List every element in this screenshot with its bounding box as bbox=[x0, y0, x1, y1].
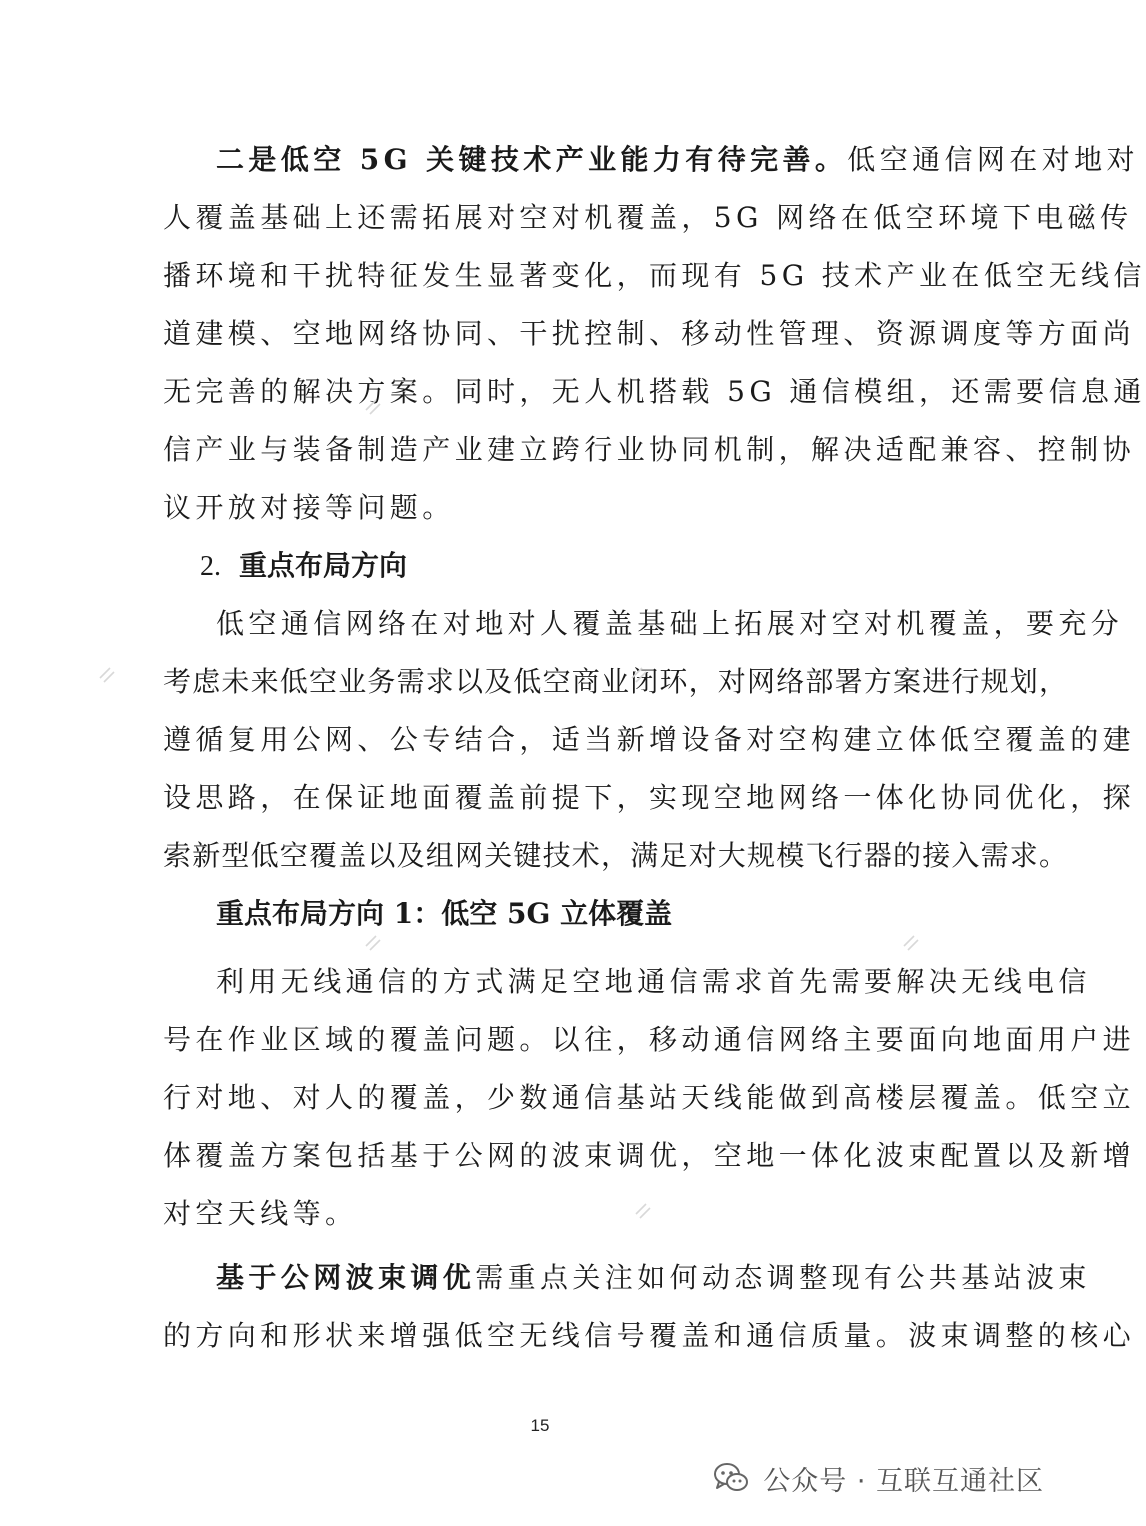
paragraph-1-line-1 bbox=[216, 140, 1139, 180]
paragraph-2-line: 低空通信网络在对地对人覆盖基础上拓展对空对机覆盖，要充分 bbox=[216, 607, 1124, 640]
paragraph-4-line-1 bbox=[216, 1258, 1091, 1298]
paragraph-3-line: 体覆盖方案包括基于公网的波束调优，空地一体化波束配置以及新增 bbox=[163, 1139, 1136, 1172]
paragraph-4-line-1-text: 需重点关注如何动态调整现有公共基站波束 bbox=[475, 1261, 1091, 1294]
sub-heading: 重点布局方向 1：低空 5G 立体覆盖 bbox=[216, 897, 673, 930]
watermark-mark bbox=[632, 1200, 652, 1220]
paragraph-2-line: 设思路，在保证地面覆盖前提下，实现空地网络一体化协同优化，探 bbox=[163, 781, 1136, 814]
paragraph-1-line: 播环境和干扰特征发生显著变化，而现有 5G 技术产业在低空无线信 bbox=[163, 259, 1146, 292]
section-number: 2. bbox=[200, 551, 221, 582]
wechat-icon bbox=[713, 1462, 749, 1494]
page-number: 15 bbox=[530, 1416, 550, 1435]
section-title: 重点布局方向 bbox=[239, 549, 408, 582]
watermark-label: 公众号 · 互联互通社区 bbox=[763, 1465, 1044, 1497]
section-heading bbox=[200, 546, 407, 586]
paragraph-1-line: 无完善的解决方案。同时，无人机搭载 5G 通信模组，还需要信息通 bbox=[163, 375, 1146, 408]
watermark-mark bbox=[362, 396, 382, 416]
paragraph-3-line: 对空天线等。 bbox=[163, 1197, 358, 1230]
paragraph-3-line: 行对地、对人的覆盖，少数通信基站天线能做到高楼层覆盖。低空立 bbox=[163, 1081, 1136, 1114]
paragraph-1-line: 议开放对接等问题。 bbox=[163, 491, 455, 524]
paragraph-1-line: 人覆盖基础上还需拓展对空对机覆盖，5G 网络在低空环境下电磁传 bbox=[163, 201, 1133, 234]
paragraph-2-line: 遵循复用公网、公专结合，适当新增设备对空构建立体低空覆盖的建 bbox=[163, 723, 1136, 756]
watermark-mark bbox=[628, 664, 648, 684]
paragraph-4-line: 的方向和形状来增强低空无线信号覆盖和通信质量。波束调整的核心 bbox=[163, 1319, 1136, 1352]
paragraph-2-line: 索新型低空覆盖以及组网关键技术，满足对大规模飞行器的接入需求。 bbox=[163, 839, 1069, 872]
paragraph-1-line: 道建模、空地网络协同、干扰控制、移动性管理、资源调度等方面尚 bbox=[163, 317, 1136, 350]
watermark-mark bbox=[96, 664, 116, 684]
wechat-watermark bbox=[713, 1458, 1044, 1498]
paragraph-4-bold-lead: 基于公网波束调优 bbox=[216, 1261, 476, 1294]
paragraph-2-line: 考虑未来低空业务需求以及低空商业闭环，对网络部署方案进行规划， bbox=[163, 665, 1069, 698]
paragraph-1-line: 信产业与装备制造产业建立跨行业协同机制，解决适配兼容、控制协 bbox=[163, 433, 1136, 466]
paragraph-3-line: 号在作业区域的覆盖问题。以往，移动通信网络主要面向地面用户进 bbox=[163, 1023, 1136, 1056]
paragraph-1-bold-lead: 二是低空 5G 关键技术产业能力有待完善。 bbox=[216, 143, 848, 176]
watermark-mark bbox=[362, 932, 382, 952]
paragraph-3-line: 利用无线通信的方式满足空地通信需求首先需要解决无线电信 bbox=[216, 965, 1091, 998]
paragraph-1-line-1-text: 低空通信网在对地对 bbox=[847, 143, 1139, 176]
watermark-mark bbox=[900, 932, 920, 952]
